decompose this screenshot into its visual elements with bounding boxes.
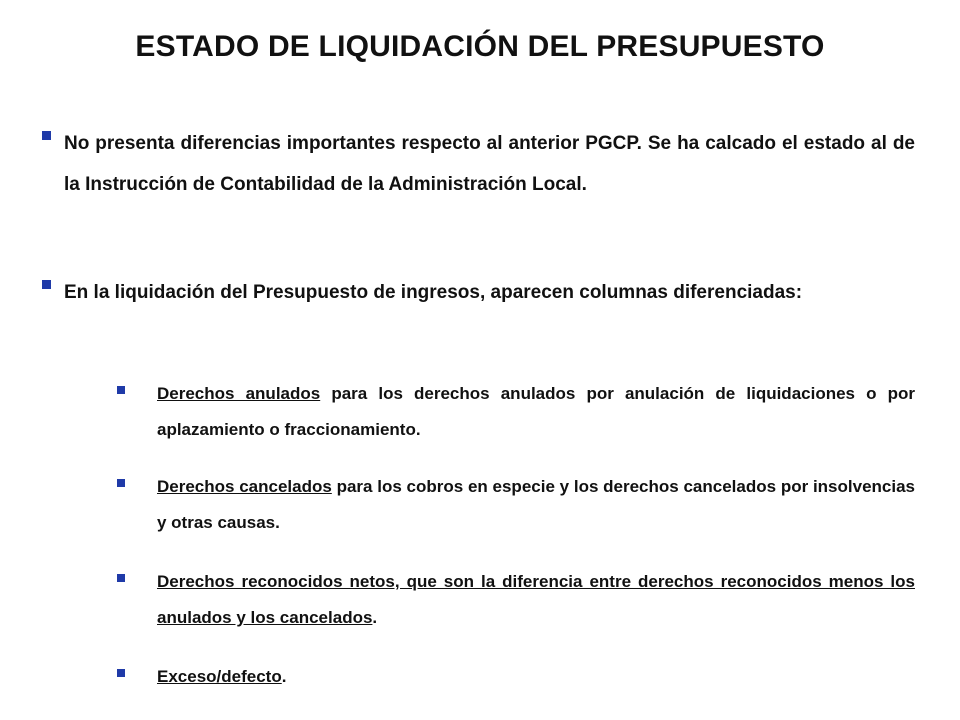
bullet-item (42, 272, 915, 313)
subbullet-text (157, 469, 915, 541)
subbullet-item (117, 469, 915, 541)
subbullet-description: para los cobros en especie y los derechos cancelados por insolvencias y otras causas. (157, 477, 915, 532)
subbullet-text (157, 376, 915, 448)
subbullet-item (117, 376, 915, 448)
subbullet-description: . (372, 608, 378, 627)
subbullet-text (157, 564, 915, 636)
slide-title: ESTADO DE LIQUIDACIÓN DEL PRESUPUESTO (135, 30, 825, 63)
bullet-square-icon (42, 280, 51, 289)
subbullet-term: Derechos anulados (157, 384, 321, 403)
bullet-square-icon (117, 479, 125, 487)
subbullet-item (117, 659, 915, 695)
bullet-square-icon (42, 131, 51, 140)
bullet-square-icon (117, 574, 125, 582)
bullet-square-icon (117, 386, 125, 394)
subbullet-description: para los derechos anulados por anulación de liquidaciones o por aplazamiento o fraccionamiento. (157, 384, 915, 439)
subbullet-term: Derechos cancelados (157, 477, 332, 496)
bullet-square-icon (117, 669, 125, 677)
subbullet-description: . (281, 667, 287, 686)
subbullet-term: Exceso/defecto (157, 667, 282, 686)
subbullet-item (117, 564, 915, 636)
subbullet-text (157, 659, 915, 695)
bullet-text: No presenta diferencias importantes respecto al anterior PGCP. Se ha calcado el estado al de la Instrucción de Contabilidad de la Administración Local. (64, 133, 915, 195)
bullet-text: En la liquidación del Presupuesto de ingresos, aparecen columnas diferenciadas: (64, 282, 803, 303)
bullet-item (42, 123, 915, 205)
subbullet-term: Derechos reconocidos netos, que son la diferencia entre derechos reconocidos menos los anulados y los cancelados (157, 572, 915, 627)
